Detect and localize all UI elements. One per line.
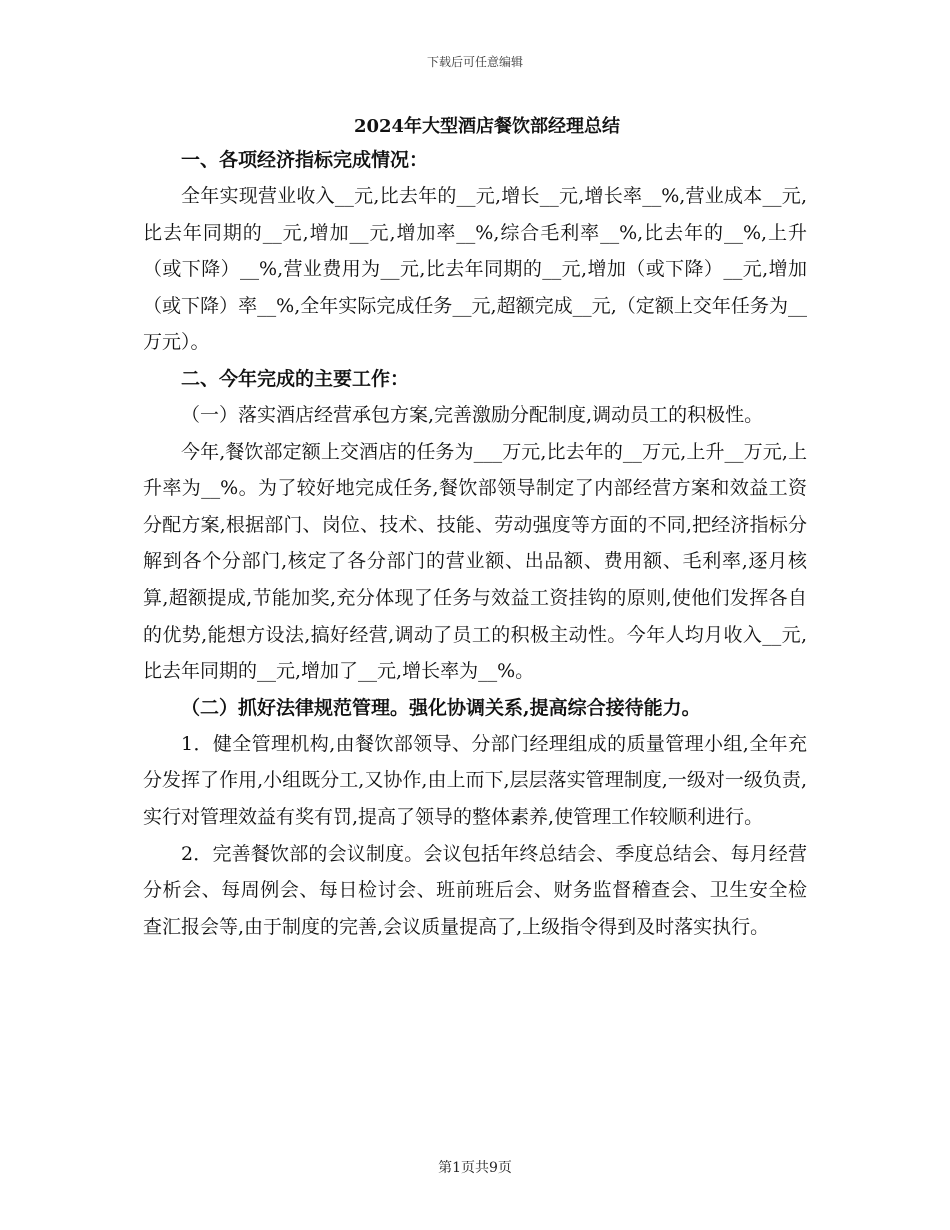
subsection-2-item-2: 2．完善餐饮部的会议制度。会议包括年终总结会、季度总结会、每月经营分析会、每周例会、每日检讨会、班前班后会、财务监督稽查会、卫生安全检查汇报会等,由于制度的完善,会议质量提高了,上级指令得到及时落实执行。 [143, 842, 807, 938]
section-1-paragraph: 全年实现营业收入__元,比去年的__元,增长__元,增长率__%,营业成本__元,比去年同期的__元,增加__元,增加率__%,综合毛利率__%,比去年的__%,上升（或下降）__%,营业费用为__元,比去年同期的__元,增加（或下降）__元,增加（或下降）率__%,全年实际完成任务__元,超额完成__元,（定额上交年任务为__万元）。 [143, 185, 807, 354]
document-title: 2024年大型酒店餐饮部经理总结 [353, 116, 621, 137]
section-2-heading: 二、今年完成的主要工作： [181, 367, 410, 390]
subsection-1-heading: （一）落实酒店经营承包方案,完善激励分配制度,调动员工的积极性。 [181, 403, 764, 426]
page-footer: 第1页共9页 [438, 1160, 512, 1176]
subsection-2-item-1: 1．健全管理机构,由餐饮部领导、分部门经理组成的质量管理小组,全年充分发挥了作用,小组既分工,又协作,由上而下,层层落实管理制度,一级对一级负责,实行对管理效益有奖有罚,提高了领导的整体素养,使管理工作较顺利进行。 [143, 732, 807, 828]
section-1-heading: 一、各项经济指标完成情况： [181, 149, 429, 171]
subsection-2-heading: （二）抓好法律规范管理。强化协调关系,提高综合接待能力。 [181, 696, 701, 719]
subsection-1-paragraph: 今年,餐饮部定额上交酒店的任务为___万元,比去年的__万元,上升__万元,上升率为__%。为了较好地完成任务,餐饮部领导制定了内部经营方案和效益工资分配方案,根据部门、岗位、技术、技能、劳动强度等方面的不同,把经济指标分解到各个分部门,核定了各分部门的营业额、出品额、费用额、毛利率,逐月核算,超额提成,节能加奖,充分体现了任务与效益工资挂钩的原则,使他们发挥各自的优势,能想方设法,搞好经营,调动了员工的积极主动性。今年人均月收入__元,比去年同期的__元,增加了__元,增长率为__%。 [143, 440, 807, 683]
document-body [143, 112, 807, 945]
page-header: 下载后可任意编辑 [426, 55, 523, 69]
